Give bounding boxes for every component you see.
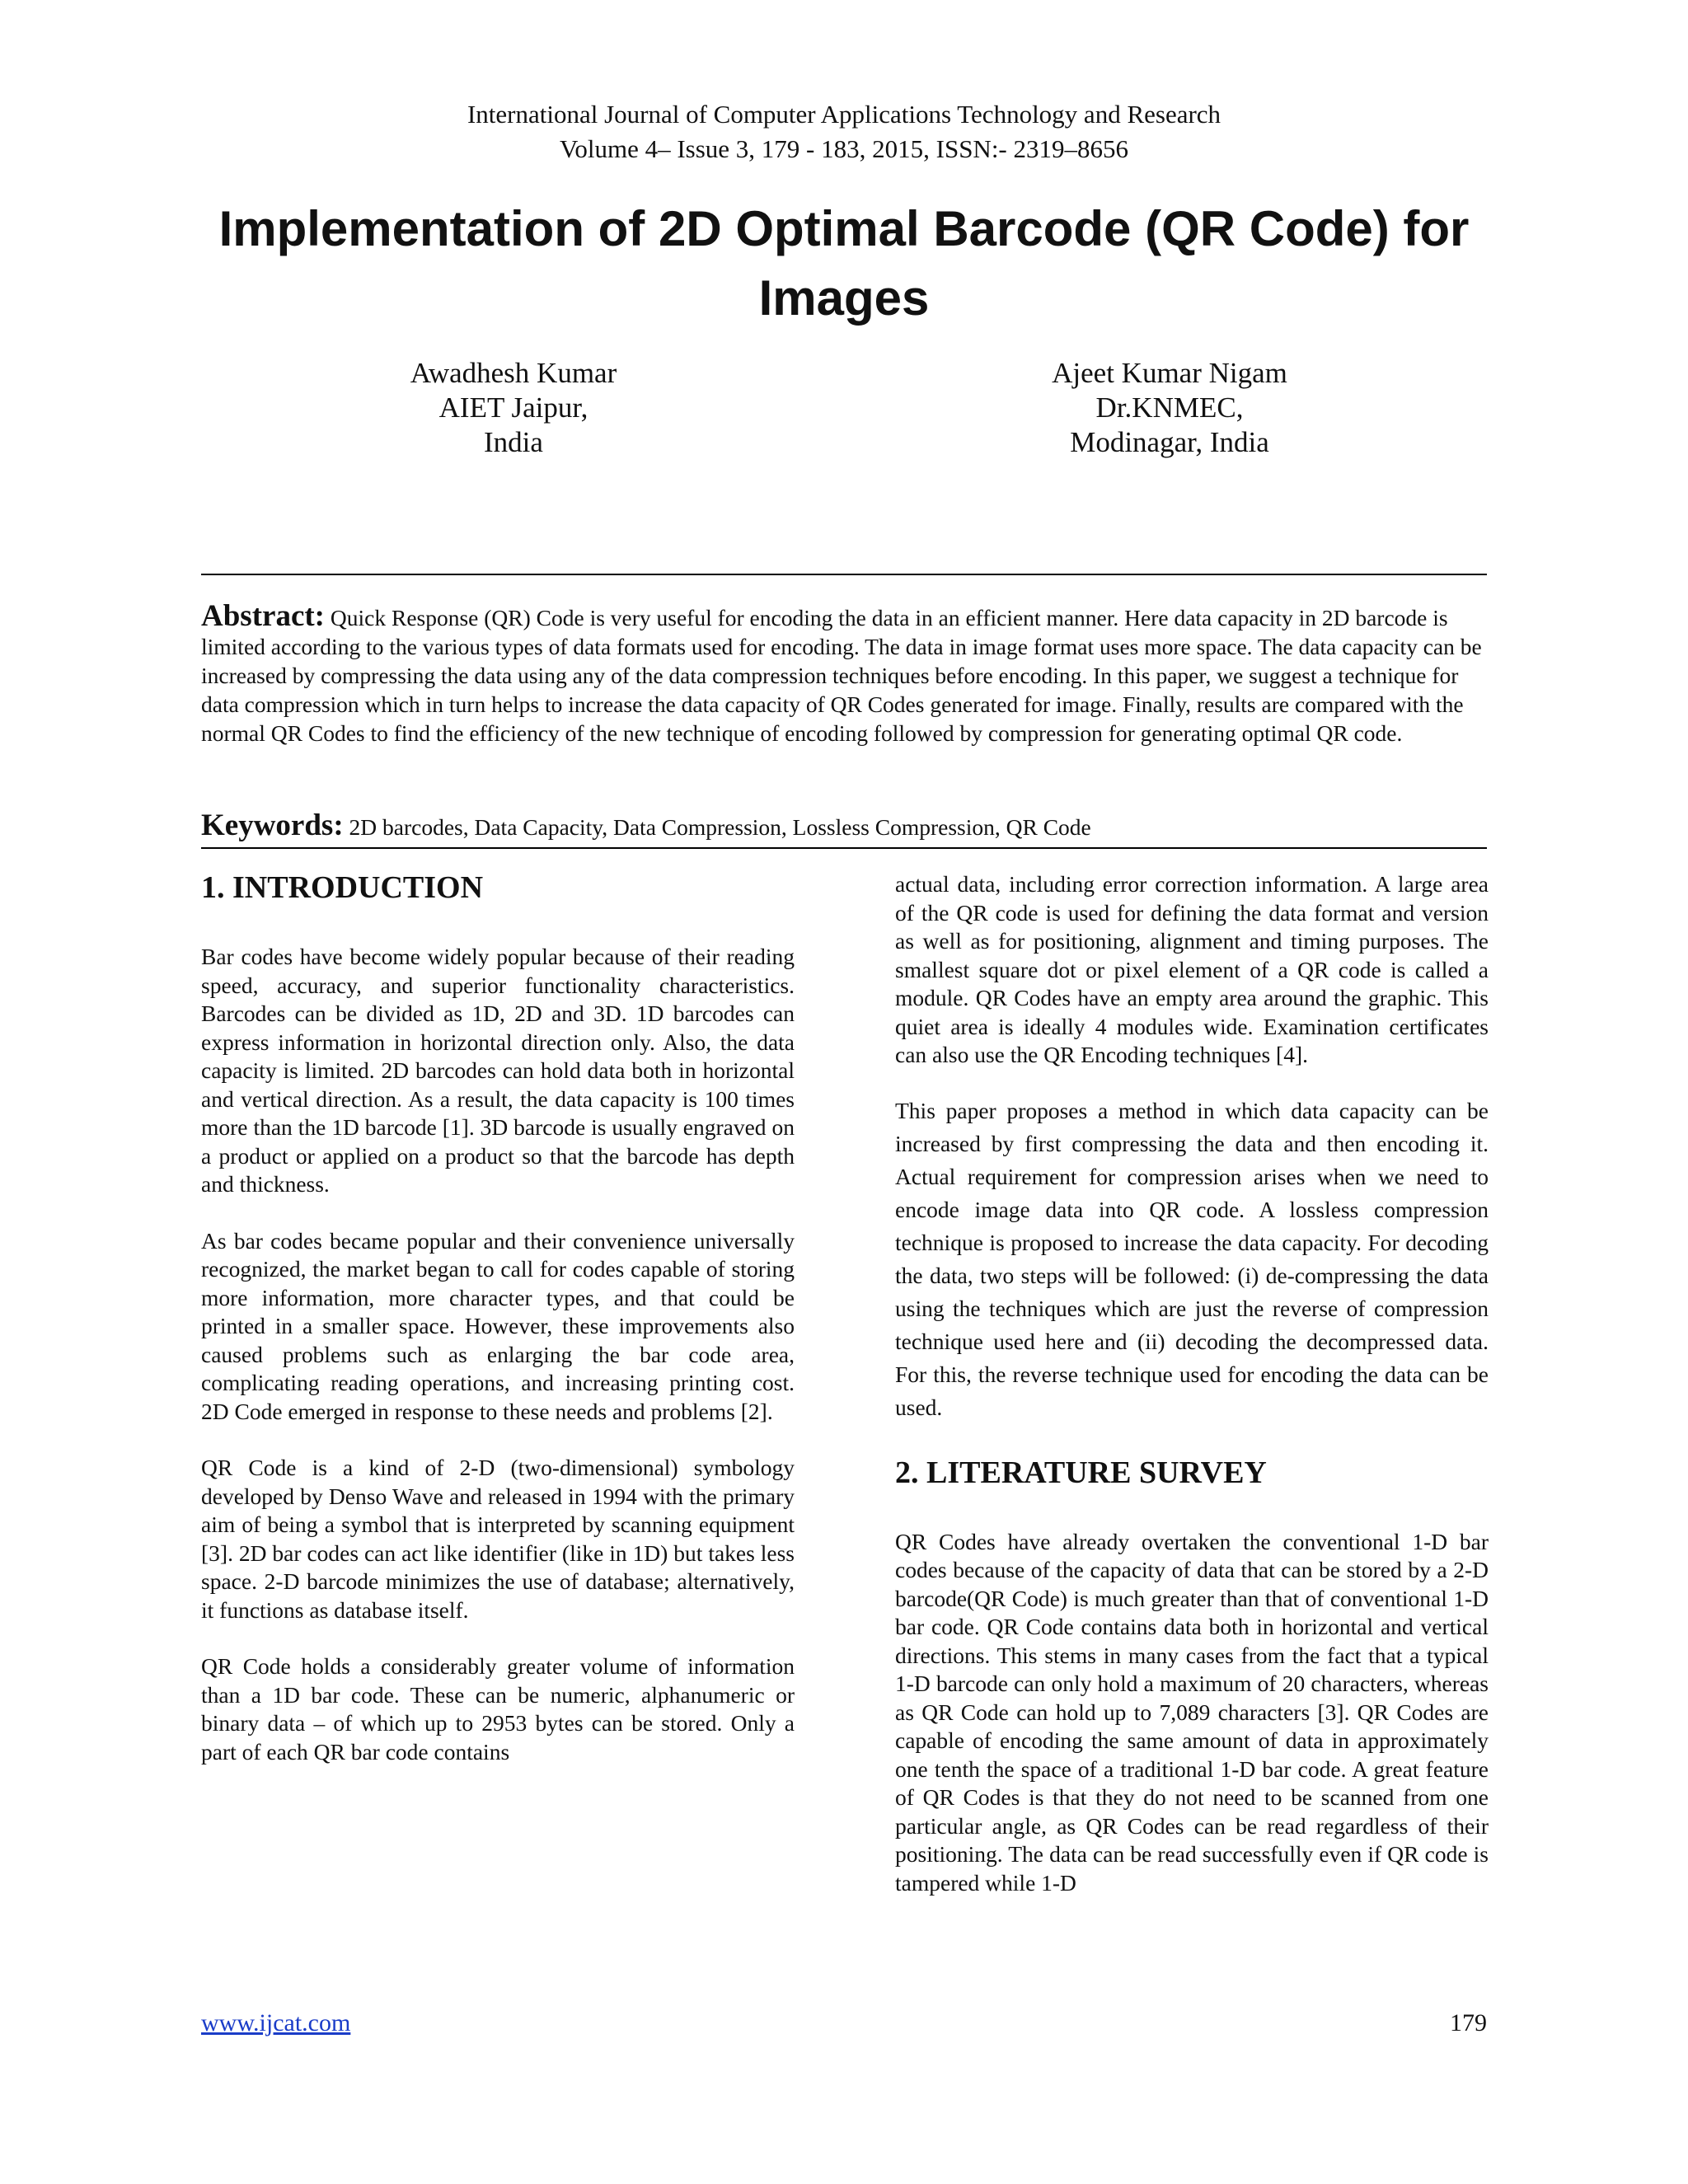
left-column (201, 867, 795, 1766)
page-number: 179 (1450, 2009, 1487, 2036)
paragraph: QR Code is a kind of 2-D (two-dimensional) symbology developed by Denso Wave and released in 1994 with the primary aim of being a symbol that is interpreted by scanning equipment [3]. 2D bar codes can act like identifier (like in 1D) but takes less space. 2-D barcode minimizes the use of database; alternatively, it functions as database itself. (201, 1455, 795, 1623)
author-block-2 (964, 356, 1376, 460)
paragraph: This paper proposes a method in which data capacity can be increased by first compressing the data and then encoding it. Actual requirement for compression arises when we need to encode image data into QR code. A lossless compression technique is proposed to increase the data capacity. For decoding the data, two steps will be followed: (i) de-compressing the data using the techniques which are just the reverse of compression technique used here and (ii) decoding the decompressed data. For this, the reverse technique used for encoding the data can be used. (895, 1097, 1489, 1420)
author-name: Awadhesh Kumar (410, 357, 617, 389)
author-affiliation: Dr.KNMEC, (1095, 391, 1244, 424)
paragraph: Bar codes have become widely popular because of their reading speed, accuracy, and superior functionality characteristics. Barcodes can be divided as 1D, 2D and 3D. 1D barcodes can express information in horizontal direction only. Also, the data capacity is limited. 2D barcodes can hold data both in horizontal and vertical direction. As a result, the data capacity is 100 times more than the 1D barcode [1]. 3D barcode is usually engraved on a product or applied on a product so that the barcode has depth and thickness. (201, 944, 795, 1197)
paragraph: As bar codes became popular and their convenience universally recognized, the market began to call for codes capable of storing more information, more character types, and that could be printed in a smaller space. However, these improvements also caused problems such as enlarging the bar code area, complicating reading operations, and increasing printing cost. 2D Code emerged in response to these needs and problems [2]. (201, 1227, 795, 1424)
author-affiliation: AIET Jaipur, (438, 391, 588, 424)
divider-top (201, 574, 1487, 575)
section-heading-literature-survey: 2. LITERATURE SURVEY (895, 1455, 1267, 1490)
keywords (201, 808, 1487, 846)
section-heading-introduction: 1. INTRODUCTION (201, 870, 484, 905)
author-block-1 (307, 356, 720, 460)
footer-website-link[interactable]: www.ijcat.com (201, 2009, 351, 2036)
paragraph: QR Code holds a considerably greater volume of information than a 1D bar code. These can be numeric, alphanumeric or binary data – of which up to 2953 bytes can be stored. Only a part of each QR bar code contains (201, 1653, 795, 1765)
journal-header (0, 97, 1688, 166)
right-column (895, 867, 1489, 1897)
abstract-text: Quick Response (QR) Code is very useful for encoding the data in an efficient manner. Here data capacity in 2D barcode is limited according to the various types of data formats used for encoding. The data in image format uses more space. The data capacity can be increased by compressing the data using any of the data compression techniques before encoding. In this paper, we suggest a technique for data compression which in turn helps to increase the data capacity of QR Codes generated for image. Finally, results are compared with the normal QR Codes to find the efficiency of the new technique of encoding followed by compression for generating optimal QR code. (201, 605, 1482, 746)
divider-keywords (201, 847, 1487, 849)
keywords-text: 2D barcodes, Data Capacity, Data Compression, Lossless Compression, QR Code (349, 814, 1091, 840)
author-location: India (484, 426, 543, 458)
keywords-label: Keywords: (201, 808, 344, 842)
journal-name: International Journal of Computer Applications Technology and Research (467, 100, 1221, 129)
paragraph: QR Codes have already overtaken the conventional 1-D bar codes because of the capacity of data that can be stored by a 2-D barcode(QR Code) is much greater than that of conventional 1-D bar code. QR Code contains data both in horizontal and vertical directions. This stems in many cases from the fact that a typical 1-D barcode can only hold a maximum of 20 characters, whereas as QR Code can hold up to 7,089 characters [3]. QR Codes are capable of encoding the same amount of data in approximately one tenth the space of a traditional 1-D bar code. A great feature of QR Codes is that they do not need to be scanned from one particular angle, as QR Codes can be read regardless of their positioning. The data can be read successfully even if QR code is tampered while 1-D (895, 1528, 1489, 1896)
abstract-label: Abstract: (201, 599, 326, 633)
paper-title: Implementation of 2D Optimal Barcode (QR Code) for Images (218, 201, 1470, 326)
abstract (201, 599, 1487, 748)
author-location: Modinagar, India (1070, 426, 1269, 458)
paragraph: actual data, including error correction information. A large area of the QR code is used for defining the data format and version as well as for positioning, alignment and timing purposes. The smallest square dot or pixel element of a QR code is called a module. QR Codes have an empty area around the graphic. This quiet area is ideally 4 modules wide. Examination certificates can also use the QR Encoding techniques [4]. (895, 871, 1489, 1067)
journal-issue: Volume 4– Issue 3, 179 - 183, 2015, ISSN:- 2319–8656 (559, 134, 1129, 163)
author-name: Ajeet Kumar Nigam (1052, 357, 1287, 389)
